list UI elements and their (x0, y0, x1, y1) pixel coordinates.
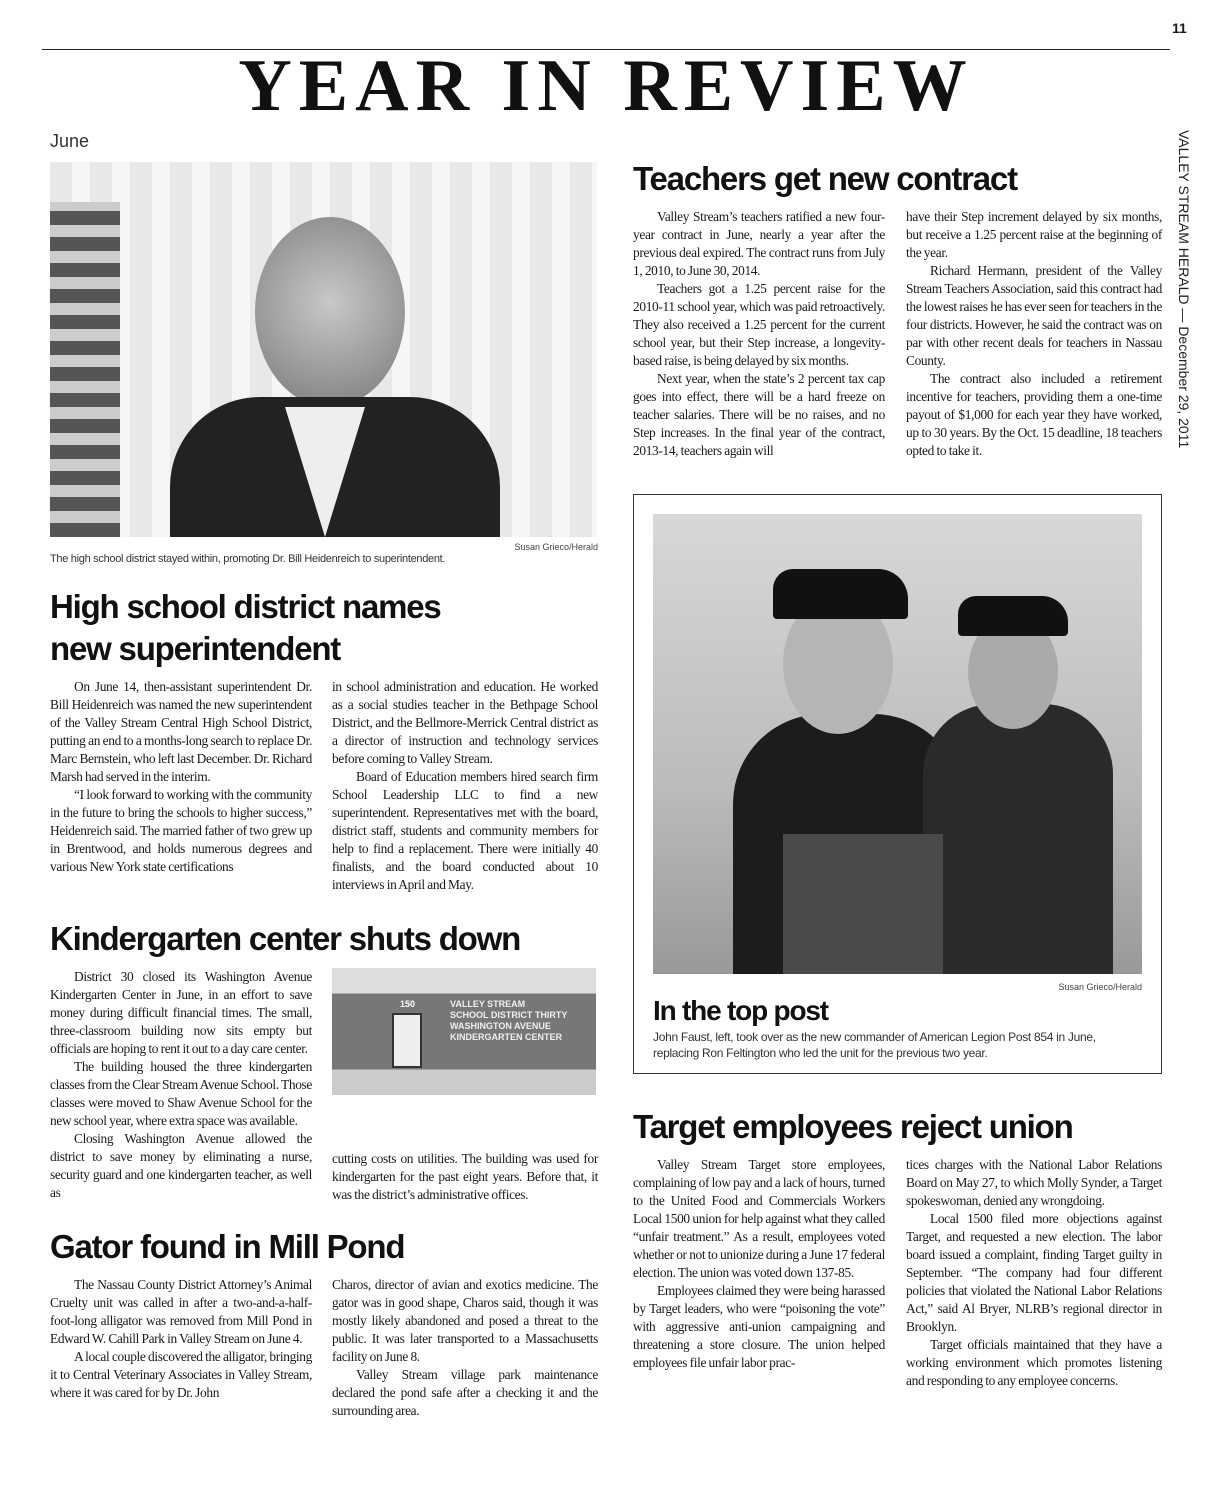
sign-line: SCHOOL DISTRICT THIRTY (450, 1010, 568, 1020)
paragraph: cutting costs on utilities. The building was used for kindergarten for the past eight years. Before that, it was the district’s administrative offices. (332, 1151, 598, 1202)
paragraph: in school administration and education. He worked as a social studies teacher in the Bethpage School District, and the Bellmore-Merrick Central district as a director of instruction and technology services before coming to Valley Stream. (332, 679, 598, 766)
photo-credit: Susan Grieco/Herald (1058, 982, 1142, 992)
podium (783, 834, 943, 974)
paragraph: A local couple discovered the alligator, bringing it to Central Veterinary Associates in Valley Stream, where it was cared for by Dr. John (50, 1349, 312, 1400)
article-target-col2 (906, 1156, 1162, 1390)
right-column (633, 158, 1162, 1390)
headline-teachers: Teachers get new contract (633, 160, 1017, 197)
paragraph: On June 14, then-assistant superintendent Dr. Bill Heidenreich was named the new superintendent of the Valley Stream Central High School District, putting an end to a months-long search to replace Dr. Marc Bernstein, who left last December. Dr. Richard Marsh had served in the interim. (50, 679, 312, 784)
superintendent-photo (50, 162, 597, 537)
paragraph: Target officials maintained that they have a working environment which promotes listening and responding to any employee concerns. (906, 1337, 1162, 1388)
paragraph: Next year, when the state’s 2 percent tax cap goes into effect, there will be a hard freeze on teacher salaries. There will be no raises, and no Step increases. In the final year of the contract, 2013-14, teachers again will (633, 371, 885, 458)
article-gator-col1 (50, 1276, 312, 1420)
article-target (633, 1156, 1162, 1390)
article-kindergarten-right (332, 968, 598, 1204)
article-kindergarten (50, 968, 598, 1204)
article-target-col1 (633, 1156, 885, 1390)
paragraph: District 30 closed its Washington Avenue Kindergarten Center in June, in an effort to save money during difficult financial times. The small, three-classroom building now sits empty but officials are hoping to rent it out to a day care center. (50, 969, 312, 1056)
headline-target: Target employees reject union (633, 1108, 1073, 1145)
sign-line: KINDERGARTEN CENTER (450, 1032, 563, 1042)
paragraph: Local 1500 filed more objections against Target, and requested a new election. The labor board issued a complaint, finding Target guilty in September. “The company had four different policies that violated the National Labor Relations Act,” said Al Bryer, NLRB’s regional director in Brooklyn. (906, 1211, 1162, 1334)
paragraph: “I look forward to working with the community in the future to bring the schools to higher success,” Heidenreich said. The married father of two grew up in Brentwood, and holds numerous degrees and various New York state certifications (50, 787, 312, 874)
cap-icon (958, 596, 1068, 636)
headline-superintendent: High school district names new superintendent (50, 588, 441, 667)
paragraph: Teachers got a 1.25 percent raise for the 2010-11 school year, which was paid retroactively. They also received a 1.25 percent for the current school year, but their Step increase, a longevity-based raise, is being delayed by six months. (633, 281, 885, 368)
publication-dateline: VALLEY STREAM HERALD — December 29, 2011 (1176, 130, 1192, 449)
top-post-caption: John Faust, left, took over as the new commander of American Legion Post 854 in June, replacing Ron Feltington who led the unit for the previous two year. (653, 1030, 1096, 1060)
page-number: 11 (1172, 20, 1187, 36)
paragraph: Board of Education members hired search firm School Leadership LLC to find a new superintendent. Representatives met with the board, district staff, students and community members for help to find a replacement. There were initially 40 finalists, and the board conducted about 10 interviews in April and May. (332, 769, 598, 892)
article-gator-col2 (332, 1276, 598, 1420)
top-post-box (633, 494, 1162, 1074)
sign-line: VALLEY STREAM (450, 999, 526, 1009)
article-teachers (633, 208, 1162, 460)
article-superintendent-col1 (50, 678, 312, 894)
paragraph: The Nassau County District Attorney’s Animal Cruelty unit was called in after a two-and-a-half-foot-long alligator was removed from Mill Pond in Edward W. Cahill Park in Valley Stream on June 4. (50, 1277, 312, 1346)
sign-line: WASHINGTON AVENUE (450, 1021, 551, 1031)
headline-kindergarten: Kindergarten center shuts down (50, 920, 521, 957)
photo-credit: Susan Grieco/Herald (514, 542, 598, 552)
headline-gator: Gator found in Mill Pond (50, 1228, 405, 1265)
paragraph: The contract also included a retirement incentive for teachers, providing them a one-time payout of $1,000 for each year they have worked, up to 30 years. By the Oct. 15 deadline, 18 teachers opted to take it. (906, 371, 1162, 458)
legion-photo (653, 514, 1142, 974)
section-title: YEAR IN REVIEW (238, 45, 974, 127)
article-teachers-col2 (906, 208, 1162, 460)
building-number: 150 (400, 999, 416, 1009)
paragraph: tices charges with the National Labor Relations Board on May 27, to which Molly Synder, a Target spokeswoman, denied any wrongdoing. (906, 1157, 1162, 1208)
paragraph: The building housed the three kindergarten classes from the Clear Stream Avenue School. Those classes were moved to Shaw Avenue School for the new school year, where extra space was available. (50, 1059, 312, 1128)
article-gator (50, 1276, 598, 1420)
paragraph: Valley Stream’s teachers ratified a new four-year contract in June, nearly a year after the previous deal expired. The contract runs from July 1, 2010, to June 30, 2014. (633, 209, 885, 278)
paragraph: Valley Stream Target store employees, complaining of low pay and a lack of hours, turned to the United Food and Commercials Workers Local 1500 union for help against what they called “unfair treatment.” As a result, employees voted whether or not to unionize during a June 17 federal election. The union was voted down 137-85. (633, 1157, 885, 1280)
article-superintendent-col2 (332, 678, 598, 894)
left-column (50, 162, 598, 1420)
article-superintendent (50, 678, 598, 894)
month-label: June (50, 131, 90, 151)
headline-top-post: In the top post (653, 995, 828, 1026)
paragraph: Valley Stream village park maintenance declared the pond safe after a checking it and the surrounding area. (332, 1367, 598, 1418)
paragraph: Richard Hermann, president of the Valley Stream Teachers Association, said this contract had the lowest raises he has ever seen for teachers in the four districts. However, he said the contract was on par with other recent deals for teachers in Nassau County. (906, 263, 1162, 368)
article-kindergarten-col2 (332, 1150, 598, 1204)
building-sign (450, 999, 567, 1043)
person-head (255, 217, 405, 407)
door (392, 1013, 422, 1068)
paragraph: Closing Washington Avenue allowed the district to save money by eliminating a nurse, security guard and one kindergarten teacher, as well as (50, 1131, 312, 1200)
flag-shape (50, 202, 120, 537)
kindergarten-building-photo (332, 968, 596, 1095)
article-kindergarten-col1 (50, 968, 312, 1204)
paragraph: have their Step increment delayed by six months, but receive a 1.25 percent raise at the beginning of the year. (906, 209, 1162, 260)
cap-icon (773, 569, 908, 619)
man-right-body (923, 704, 1113, 974)
photo-caption: The high school district stayed within, promoting Dr. Bill Heidenreich to superintendent. (50, 553, 446, 565)
paragraph: Charos, director of avian and exotics medicine. The gator was in good shape, Charos said, though it was mostly likely abandoned and posed a threat to the public. It was later transported to a Massachusetts facility on June 8. (332, 1277, 598, 1364)
article-teachers-col1 (633, 208, 885, 460)
paragraph: Employees claimed they were being harassed by Target leaders, who were “poisoning the vote” with aggressive anti-union campaigning and threatening a store closure. The union helped employees file unfair labor prac- (633, 1283, 885, 1370)
